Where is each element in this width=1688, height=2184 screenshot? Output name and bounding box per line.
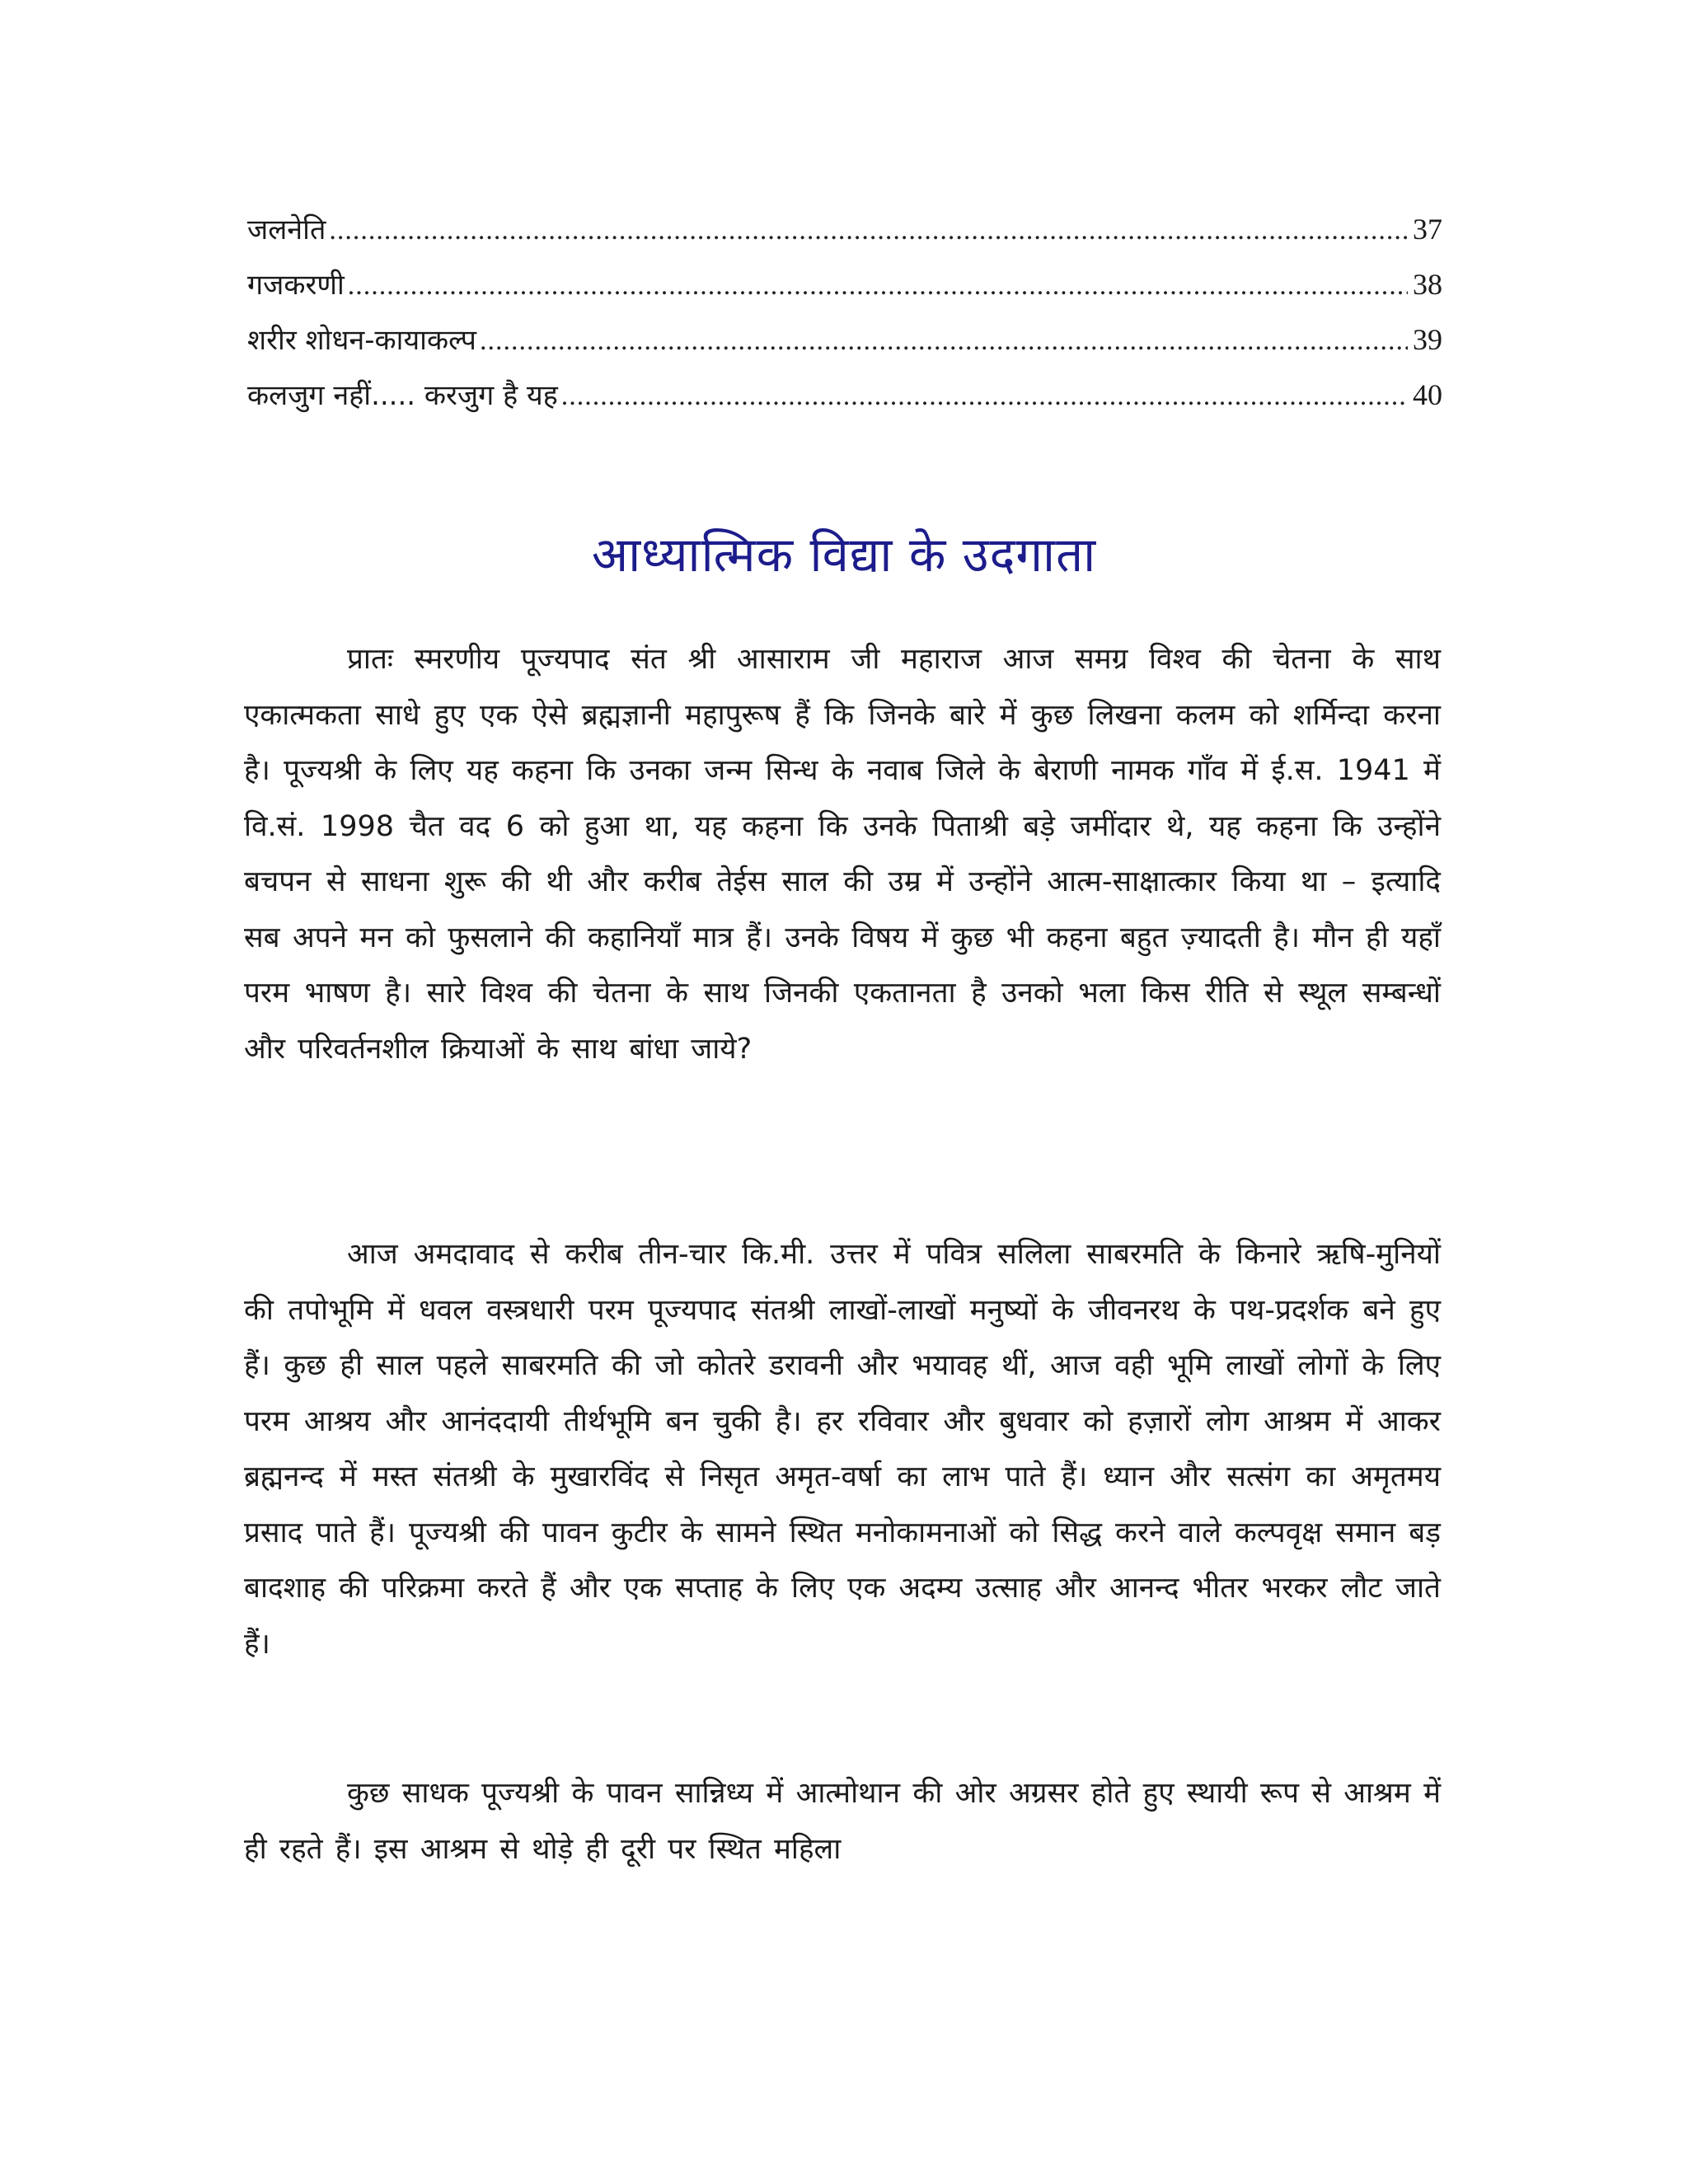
toc-entry[interactable] [247, 368, 1442, 423]
section-heading: आध्यात्मिक विद्या के उदगाता [591, 527, 1097, 583]
toc-entry[interactable] [247, 257, 1442, 312]
toc-entry[interactable] [247, 312, 1442, 368]
toc-entry-title: गजकरणी [247, 269, 345, 302]
toc-entry-title: कलजुग नहीं..... करजुग है यह [247, 379, 558, 412]
toc-entry-page: 40 [1413, 378, 1442, 411]
body-paragraph: कुछ साधक पूज्यश्री के पावन सान्निध्य में आत्मोथान की ओर अग्रसर होते हुए स्थायी रूप से आश्रम में ही रहते हैं। इस आश्रम से थोड़े ही दूरी पर स्थित महिला [244, 1777, 1441, 1866]
toc-dot-leader [329, 203, 1408, 258]
toc-entry-page: 39 [1413, 323, 1442, 356]
table-of-contents [247, 202, 1442, 423]
toc-dot-leader [348, 258, 1408, 313]
toc-entry-title: शरीर शोधन-कायाकल्प [247, 324, 476, 357]
toc-dot-leader [480, 313, 1408, 368]
toc-entry-page: 37 [1413, 213, 1442, 246]
body-paragraph: प्रातः स्मरणीय पूज्यपाद संत श्री आसाराम जी महाराज आज समग्र विश्व की चेतना के साथ एकात्मकता साधे हुए एक ऐसे ब्रह्मज्ञानी महापुरूष हैं कि जिनके बारे में कुछ लिखना कलम को शर्मिन्दा करना है। पूज्यश्री के लिए यह कहना कि उनका जन्म सिन्ध के नवाब जिले के बेराणी नामक गाँव में ई.स. 1941 में वि.सं. 1998 चैत वद 6 को हुआ था, यह कहना कि उनके पिताश्री बड़े जमींदार थे, यह कहना कि उन्होंने बचपन से साधना शुरू की थी और करीब तेईस साल की उम्र में उन्होंने आत्म-साक्षात्कार किया था – इत्यादि सब अपने मन को फुसलाने की कहानियाँ मात्र हैं। उनके विषय में कुछ भी कहना बहुत ज़्यादती है। मौन ही यहाँ परम भाषण है। सारे विश्व की चेतना के साथ जिनकी एकतानता है उनको भला किस रीति से स्थूल सम्बन्धों और परिवर्तनशील क्रियाओं के साथ बांधा जाये? [244, 643, 1441, 1066]
toc-entry-page: 38 [1413, 268, 1442, 301]
toc-dot-leader [561, 368, 1408, 424]
toc-entry[interactable] [247, 202, 1442, 257]
body-paragraph: आज अमदावाद से करीब तीन-चार कि.मी. उत्तर में पवित्र सलिला साबरमति के किनारे ऋषि-मुनियों की तपोभूमि में धवल वस्त्रधारी परम पूज्यपाद संतश्री लाखों-लाखों मनुष्यों के जीवनरथ के पथ-प्रदर्शक बने हुए हैं। कुछ ही साल पहले साबरमति की जो कोतरे डरावनी और भयावह थीं, आज वही भूमि लाखों लोगों के लिए परम आश्रय और आनंददायी तीर्थभूमि बन चुकी है। हर रविवार और बुधवार को हज़ारों लोग आश्रम में आकर ब्रह्मनन्द में मस्त संतश्री के मुखारविंद से निसृत अमृत-वर्षा का लाभ पाते हैं। ध्यान और सत्संग का अमृतमय प्रसाद पाते हैं। पूज्यश्री की पावन कुटीर के सामने स्थित मनोकामनाओं को सिद्ध करने वाले कल्पवृक्ष समान बड़ बादशाह की परिक्रमा करते हैं और एक सप्ताह के लिए एक अदम्य उत्साह और आनन्द भीतर भरकर लौट जाते हैं। [244, 1238, 1441, 1661]
toc-entry-title: जलनेति [247, 213, 326, 246]
